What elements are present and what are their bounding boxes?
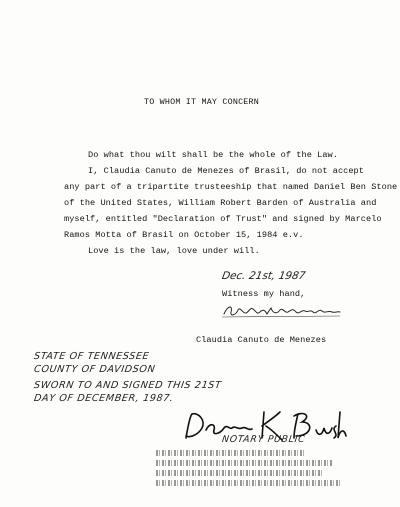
witness-line: Witness my hand,	[222, 289, 306, 299]
handwritten-date: Dec. 21st, 1987	[220, 270, 307, 282]
notary-title: NOTARY PUBLIC	[221, 434, 307, 445]
body-line-4: of the United States, William Robert Barden of Australia and	[64, 198, 377, 208]
notary-sworn-line: SWORN TO AND SIGNED THIS 21ST	[33, 380, 223, 391]
notary-state: STATE OF TENNESSEE	[33, 351, 150, 362]
signer-signature-scrawl	[222, 302, 342, 320]
stamp-line	[156, 450, 306, 456]
body-line-7: Love is the law, love under will.	[88, 246, 260, 256]
notary-county: COUNTY OF DAVIDSON	[33, 364, 156, 375]
body-line-3: any part of a tripartite trusteeship that named Daniel Ben Stone	[64, 182, 398, 192]
notary-stamp	[156, 448, 344, 494]
body-line-1: Do what thou wilt shall be the whole of the Law.	[88, 150, 338, 160]
stamp-line	[156, 470, 324, 476]
body-line-6: Ramos Motta of Brasil on October 15, 1984 e.v.	[64, 230, 304, 240]
body-line-2: I, Claudia Canuto de Menezes of Brasil, do not accept	[88, 166, 364, 176]
notary-date-line: DAY OF DECEMBER, 1987.	[33, 393, 175, 404]
body-line-5: myself, entitled "Declaration of Trust" and signed by Marcelo	[64, 214, 382, 224]
stamp-line	[156, 480, 340, 486]
document-heading: TO WHOM IT MAY CONCERN	[144, 97, 259, 107]
signer-name: Claudia Canuto de Menezes	[196, 335, 327, 345]
stamp-line	[156, 460, 332, 466]
